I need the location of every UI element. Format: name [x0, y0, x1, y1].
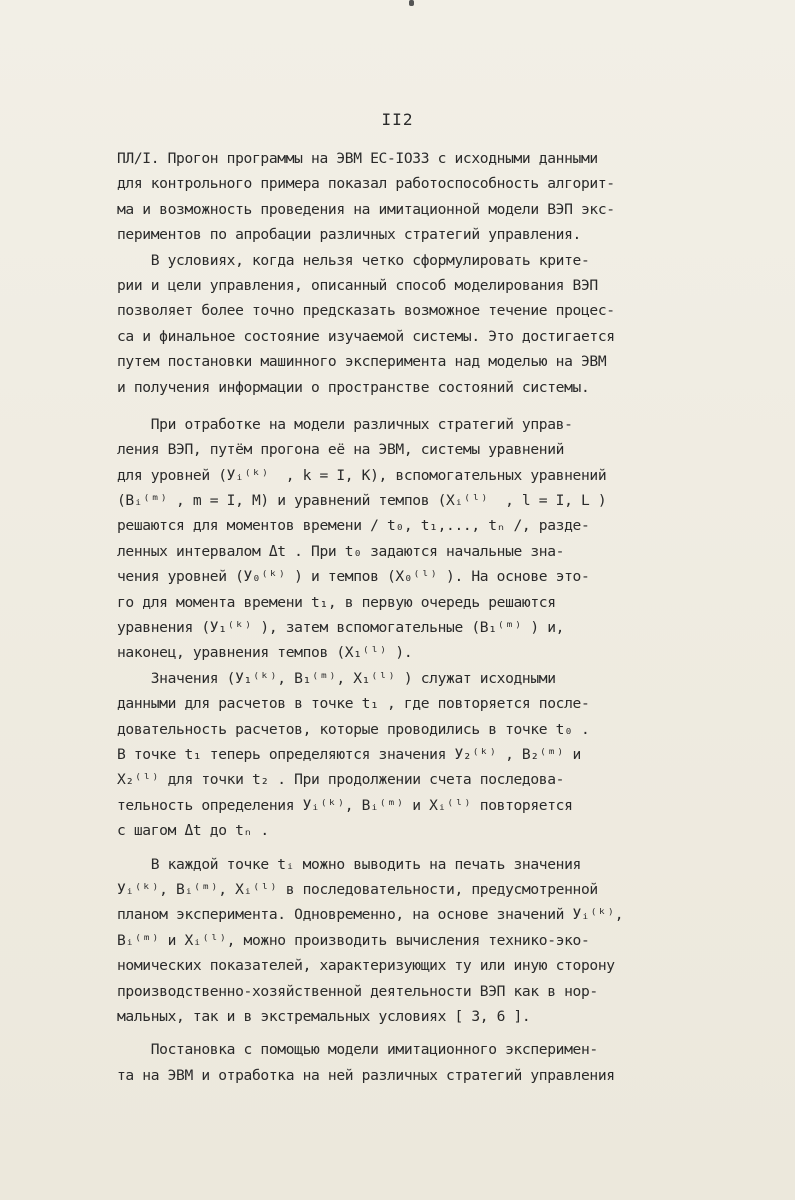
text-line: мальных, так и в экстремальных условиях [ 3, 6 ]. [117, 1007, 531, 1025]
text-line: с шагом Δt до tₙ . [117, 822, 269, 840]
text-line: ПЛ/I. Прогон программы на ЭВМ ЕС-IO33 с исходными данными [117, 150, 598, 167]
text-line: чения уровней (У₀⁽ᵏ⁾ ) и темпов (Х₀⁽ˡ⁾ ). На основе это- [117, 568, 590, 586]
text-line: и получения информации о пространстве состояний системы. [117, 378, 590, 396]
text-line: производственно-хозяйственной деятельности ВЭП как в нор- [117, 982, 598, 1000]
text-line: та на ЭВМ и отработка на ней различных стратегий управления [117, 1066, 615, 1084]
text-line: В условиях, когда нельзя четко сформулировать крите- [117, 251, 590, 269]
text-line: данными для расчетов в точке t₁ , где повторяется после- [117, 695, 590, 713]
text-line: решаются для моментов времени / t₀, t₁,..., tₙ /, разде- [117, 517, 590, 535]
text-line: го для момента времени t₁, в первую очередь решаются [117, 593, 556, 611]
text-line: для контрольного примера показал работоспособность алгорит- [117, 175, 615, 193]
text-line: Уᵢ⁽ᵏ⁾, Вᵢ⁽ᵐ⁾, Хᵢ⁽ˡ⁾ в последовательности, предусмотренной [117, 880, 598, 898]
document-body [117, 146, 729, 1088]
text-line: (Вᵢ⁽ᵐ⁾ , m = I, M) и уравнений темпов (Хᵢ⁽ˡ⁾ , l = I, L ) [117, 492, 607, 510]
text-line: При отработке на модели различных стратегий управ- [117, 415, 573, 433]
text-line: уравнения (У₁⁽ᵏ⁾ ), затем вспомогательные (В₁⁽ᵐ⁾ ) и, [117, 619, 565, 637]
text-line: Х₂⁽ˡ⁾ для точки t₂ . При продолжении счета последова- [117, 771, 565, 789]
text-line: довательность расчетов, которые проводились в точке t₀ . [117, 720, 590, 738]
text-line: тельность определения Уᵢ⁽ᵏ⁾, Вᵢ⁽ᵐ⁾ и Хᵢ⁽ˡ⁾ повторяется [117, 796, 573, 814]
text-line: Значения (У₁⁽ᵏ⁾, В₁⁽ᵐ⁾, Х₁⁽ˡ⁾ ) служат исходными [117, 669, 556, 687]
text-line: ления ВЭП, путём прогона её на ЭВМ, системы уравнений [117, 441, 565, 459]
text-line: ма и возможность проведения на имитационной модели ВЭП экс- [117, 200, 615, 218]
text-line: Постановка с помощью модели имитационного эксперимен- [117, 1041, 598, 1059]
text-line: номических показателей, характеризующих ту или иную сторону [117, 957, 615, 975]
text-line: периментов по апробации различных стратегий управления. [117, 226, 581, 244]
text-line: позволяет более точно предсказать возможное течение процес- [117, 302, 615, 320]
text-line: наконец, уравнения темпов (Х₁⁽ˡ⁾ ). [117, 644, 413, 662]
text-line: путем постановки машинного эксперимента над моделью на ЭВМ [117, 353, 607, 371]
text-line: Вᵢ⁽ᵐ⁾ и Хᵢ⁽ˡ⁾, можно производить вычисления технико-эко- [117, 931, 590, 949]
text-line: рии и цели управления, описанный способ моделирования ВЭП [117, 276, 598, 294]
text-line: ленных интервалом Δt . При t₀ задаются начальные зна- [117, 542, 565, 560]
page-number: II2 [381, 110, 414, 129]
text-line: В каждой точке tᵢ можно выводить на печать значения [117, 855, 581, 873]
text-line: планом эксперимента. Одновременно, на основе значений Уᵢ⁽ᵏ⁾, [117, 906, 624, 924]
scan-speck [409, 0, 414, 6]
text-line: для уровней (Уᵢ⁽ᵏ⁾ , k = I, K), вспомогательных уравнений [117, 466, 607, 484]
text-line: са и финальное состояние изучаемой системы. Это достигается [117, 327, 615, 345]
text-line: В точке t₁ теперь определяются значения У₂⁽ᵏ⁾ , В₂⁽ᵐ⁾ и [117, 745, 581, 763]
